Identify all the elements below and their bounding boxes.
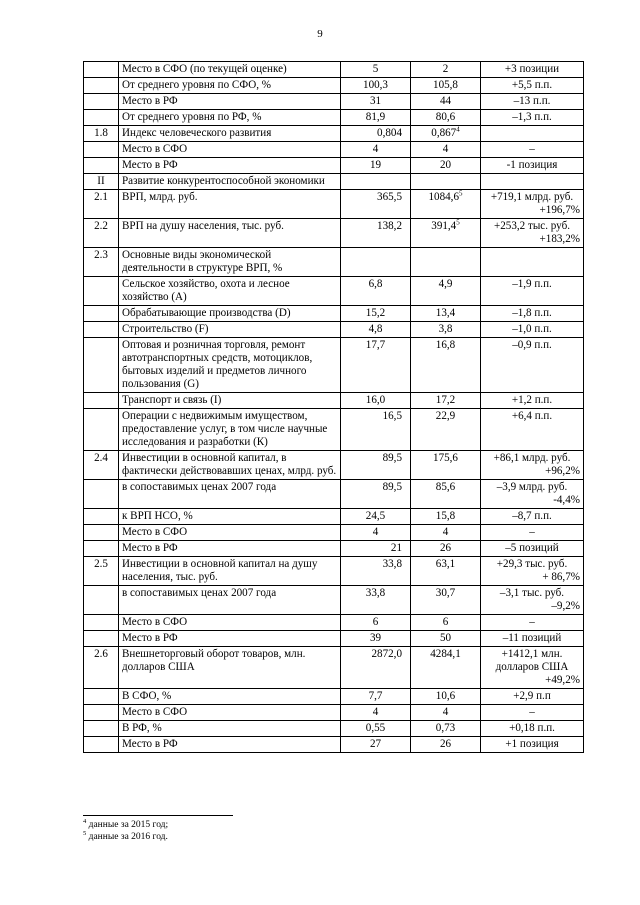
value-current: [411, 557, 481, 586]
table-row: [84, 393, 584, 409]
change-value-line: –: [529, 616, 535, 628]
value-current: [411, 322, 481, 338]
value-current: [411, 631, 481, 647]
table-row: [84, 557, 584, 586]
value-current-text: 13,4: [435, 307, 456, 319]
change-value: [481, 219, 584, 248]
change-value-line: +253,2 тыс. руб.: [494, 220, 570, 232]
value-current: [411, 277, 481, 306]
value-base: 17,7: [341, 338, 411, 393]
indicator-name: Внешнеторговый оборот товаров, млн. долларов США: [119, 647, 341, 689]
value-current: [411, 737, 481, 753]
change-value: [481, 409, 584, 451]
row-number: [84, 393, 119, 409]
value-base: 4,8: [341, 322, 411, 338]
value-current: [411, 126, 481, 142]
value-current-text: 105,8: [433, 79, 458, 91]
value-current: [411, 94, 481, 110]
change-value: [481, 190, 584, 219]
indicator-name: Сельское хозяйство, охота и лесное хозяйство (А): [119, 277, 341, 306]
indicator-name: От среднего уровня по РФ, %: [119, 110, 341, 126]
value-current: [411, 174, 481, 190]
change-value-line: –1,8 п.п.: [512, 307, 552, 319]
page-number: 9: [317, 28, 323, 40]
row-number: [84, 306, 119, 322]
row-number: 2.6: [84, 647, 119, 689]
value-current: [411, 451, 481, 480]
value-current: [411, 110, 481, 126]
change-value: [481, 737, 584, 753]
change-value: [481, 586, 584, 615]
footnote-marker: 4: [456, 125, 460, 134]
value-current: [411, 158, 481, 174]
value-current-text: 63,1: [435, 558, 456, 570]
value-base: 0,55: [341, 721, 411, 737]
change-value: [481, 142, 584, 158]
change-value: [481, 248, 584, 277]
value-current: [411, 705, 481, 721]
change-value-line: –1,3 п.п.: [512, 111, 552, 123]
value-current-text: 4: [442, 706, 449, 718]
value-base: 4: [341, 705, 411, 721]
change-value-line: –5 позиций: [505, 542, 559, 554]
row-number: [84, 737, 119, 753]
row-number: [84, 142, 119, 158]
change-percent-line: +196,7%: [539, 204, 580, 216]
indicator-name: ВРП на душу населения, тыс. руб.: [119, 219, 341, 248]
table-row: [84, 409, 584, 451]
footnote-mark: 4: [83, 817, 87, 825]
indicator-name: Место в СФО: [119, 705, 341, 721]
change-value: [481, 126, 584, 142]
indicator-name: в сопоставимых ценах 2007 года: [119, 480, 341, 509]
value-base: 2872,0: [341, 647, 411, 689]
value-base: [341, 248, 411, 277]
change-percent-line: +183,2%: [539, 233, 580, 245]
indicator-name: В РФ, %: [119, 721, 341, 737]
indicator-name: Транспорт и связь (I): [119, 393, 341, 409]
row-number: [84, 322, 119, 338]
row-number: II: [84, 174, 119, 190]
indicator-name: Место в РФ: [119, 94, 341, 110]
table-row: [84, 322, 584, 338]
value-current-text: 20: [439, 159, 452, 171]
change-value-line: +29,3 тыс. руб.: [496, 558, 568, 570]
value-base: 4: [341, 525, 411, 541]
indicator-name: Инвестиции в основной капитал, в фактически действовавших ценах, млрд. руб.: [119, 451, 341, 480]
table-row: [84, 631, 584, 647]
row-number: [84, 631, 119, 647]
value-current: [411, 525, 481, 541]
change-value: [481, 541, 584, 557]
value-base: 0,804: [341, 126, 411, 142]
value-base: 16,5: [341, 409, 411, 451]
row-number: 2.1: [84, 190, 119, 219]
value-base: 100,3: [341, 78, 411, 94]
change-value-line: –: [529, 706, 535, 718]
value-current: [411, 190, 481, 219]
change-percent-line: –9,2%: [551, 600, 580, 612]
change-value-line: +3 позиции: [504, 63, 560, 75]
table-row: [84, 615, 584, 631]
row-number: [84, 158, 119, 174]
indicator-name: Место в РФ: [119, 737, 341, 753]
value-base: 89,5: [341, 451, 411, 480]
table-row: [84, 480, 584, 509]
value-base: 6: [341, 615, 411, 631]
change-value: [481, 94, 584, 110]
footnote: [83, 817, 169, 832]
change-value-line: –8,7 п.п.: [512, 510, 552, 522]
indicator-name: в сопоставимых ценах 2007 года: [119, 586, 341, 615]
change-value-line: –11 позиций: [502, 632, 562, 644]
value-base: 4: [341, 142, 411, 158]
change-value-line: –0,9 п.п.: [512, 339, 552, 351]
change-value-line: +6,4 п.п.: [511, 410, 553, 422]
change-value-line: -1 позиция: [506, 159, 558, 171]
indicator-name: Место в РФ: [119, 158, 341, 174]
change-value: [481, 721, 584, 737]
value-current-text: 0,867: [431, 127, 457, 139]
footnote-mark: 5: [83, 829, 87, 837]
row-number: [84, 689, 119, 705]
indicator-name: Место в СФО: [119, 615, 341, 631]
value-current: [411, 480, 481, 509]
value-current: [411, 219, 481, 248]
row-number: [84, 541, 119, 557]
change-value-line: +0,18 п.п.: [509, 722, 555, 734]
row-number: 2.3: [84, 248, 119, 277]
indicator-name: В СФО, %: [119, 689, 341, 705]
indicator-name: Оптовая и розничная торговля, ремонт автотранспортных средств, мотоциклов, бытовых изделий и предметов личного пользования (G): [119, 338, 341, 393]
change-value-line: +5,5 п.п.: [511, 79, 553, 91]
change-value: [481, 62, 584, 78]
value-current: [411, 306, 481, 322]
change-value: [481, 705, 584, 721]
footnote-marker: 5: [456, 218, 460, 227]
value-current: [411, 689, 481, 705]
value-base: [341, 174, 411, 190]
change-value: [481, 306, 584, 322]
table-row: [84, 62, 584, 78]
row-number: [84, 94, 119, 110]
table-row: [84, 126, 584, 142]
value-current: [411, 142, 481, 158]
indicator-name: Индекс человеческого развития: [119, 126, 341, 142]
table-row: [84, 525, 584, 541]
table-row: [84, 451, 584, 480]
value-current-text: 10,6: [435, 690, 456, 702]
value-current-text: 391,4: [431, 220, 457, 232]
change-value-line: –: [529, 143, 535, 155]
change-value: [481, 557, 584, 586]
change-value-line: +1 позиция: [505, 738, 559, 750]
change-value: [481, 110, 584, 126]
indicator-name: ВРП, млрд. руб.: [119, 190, 341, 219]
table-row: [84, 142, 584, 158]
footnote-separator: [83, 815, 233, 816]
change-value: [481, 393, 584, 409]
table-row: [84, 721, 584, 737]
value-base: 7,7: [341, 689, 411, 705]
value-current: [411, 541, 481, 557]
row-number: 1.8: [84, 126, 119, 142]
indicator-name: Место в РФ: [119, 631, 341, 647]
change-value-line: –1,9 п.п.: [512, 278, 552, 290]
value-current-text: 80,6: [435, 111, 456, 123]
change-value: [481, 631, 584, 647]
indicator-name: Место в СФО (по текущей оценке): [119, 62, 341, 78]
value-current-text: 22,9: [435, 410, 456, 422]
value-base: 27: [341, 737, 411, 753]
change-value-line: +1,2 п.п.: [511, 394, 553, 406]
indicator-name: От среднего уровня по СФО, %: [119, 78, 341, 94]
value-current-text: 26: [439, 542, 452, 554]
change-value: [481, 689, 584, 705]
row-number: [84, 409, 119, 451]
table-row: [84, 78, 584, 94]
table-row: [84, 586, 584, 615]
change-value: [481, 338, 584, 393]
value-base: 81,9: [341, 110, 411, 126]
change-value: [481, 322, 584, 338]
value-base: 21: [341, 541, 411, 557]
row-number: 2.5: [84, 557, 119, 586]
indicator-name: Основные виды экономической деятельности в структуре ВРП, %: [119, 248, 341, 277]
value-current-text: 6: [442, 616, 449, 628]
change-value: [481, 615, 584, 631]
change-value: [481, 158, 584, 174]
change-value: [481, 451, 584, 480]
value-current-text: 26: [439, 738, 452, 750]
row-number: [84, 721, 119, 737]
value-base: 33,8: [341, 557, 411, 586]
indicator-name: Обрабатывающие производства (D): [119, 306, 341, 322]
table-row: [84, 737, 584, 753]
table-row: [84, 509, 584, 525]
value-base: 16,0: [341, 393, 411, 409]
table-row: [84, 190, 584, 219]
value-current-text: 30,7: [435, 587, 456, 599]
change-value-line: –: [529, 526, 535, 538]
row-number: [84, 480, 119, 509]
indicators-table: [83, 61, 584, 753]
change-value-line: +86,1 млрд. руб.: [493, 452, 571, 464]
row-number: [84, 78, 119, 94]
row-number: [84, 525, 119, 541]
value-base: 365,5: [341, 190, 411, 219]
value-current: [411, 78, 481, 94]
value-base: 15,2: [341, 306, 411, 322]
indicator-name: Место в РФ: [119, 541, 341, 557]
value-current-text: 85,6: [435, 481, 456, 493]
indicator-name: к ВРП НСО, %: [119, 509, 341, 525]
value-current-text: 16,8: [435, 339, 456, 351]
table-row: [84, 219, 584, 248]
value-current: [411, 393, 481, 409]
value-current-text: 17,2: [435, 394, 456, 406]
change-value-line: +719,1 млрд. руб.: [490, 191, 574, 203]
row-number: [84, 277, 119, 306]
table-row: [84, 541, 584, 557]
value-current-text: 4: [442, 526, 449, 538]
footnote-marker: 5: [459, 189, 463, 198]
value-current: [411, 721, 481, 737]
indicator-name: Место в СФО: [119, 142, 341, 158]
value-current-text: 44: [439, 95, 452, 107]
value-current: [411, 62, 481, 78]
change-value: [481, 174, 584, 190]
change-value-line: +1412,1 млн. долларов США: [495, 648, 569, 673]
row-number: [84, 615, 119, 631]
change-value: [481, 509, 584, 525]
value-current: [411, 248, 481, 277]
value-current-text: 175,6: [433, 452, 458, 464]
table-row: [84, 277, 584, 306]
change-value-line: +2,9 п.п: [513, 690, 551, 702]
row-number: [84, 586, 119, 615]
footnotes: [83, 817, 169, 843]
change-value: [481, 480, 584, 509]
value-current-text: 2: [442, 63, 449, 75]
indicator-name: Развитие конкурентоспособной экономики: [119, 174, 341, 190]
value-current-text: 4: [442, 143, 449, 155]
footnote-text: данные за 2015 год;: [86, 820, 169, 830]
value-current: [411, 647, 481, 689]
change-value-line: –3,1 тыс. руб.: [499, 587, 565, 599]
table-row: [84, 110, 584, 126]
change-value: [481, 78, 584, 94]
row-number: 2.2: [84, 219, 119, 248]
value-base: 31: [341, 94, 411, 110]
indicator-name: Инвестиции в основной капитал на душу населения, тыс. руб.: [119, 557, 341, 586]
value-base: 39: [341, 631, 411, 647]
change-value: [481, 277, 584, 306]
change-percent-line: +96,2%: [545, 465, 580, 477]
value-current: [411, 338, 481, 393]
value-current-text: 4284,1: [430, 648, 461, 660]
value-current: [411, 586, 481, 615]
table-row: [84, 705, 584, 721]
table-row: [84, 338, 584, 393]
change-percent-line: + 86,7%: [542, 571, 580, 583]
change-percent-line: +49,2%: [545, 674, 580, 686]
row-number: 2.4: [84, 451, 119, 480]
change-value: [481, 647, 584, 689]
row-number: [84, 705, 119, 721]
value-base: 19: [341, 158, 411, 174]
footnote-text: данные за 2016 год.: [86, 831, 168, 842]
change-value-line: –13 п.п.: [513, 95, 551, 107]
change-percent-line: -4,4%: [553, 494, 580, 506]
row-number: [84, 110, 119, 126]
table-row: [84, 158, 584, 174]
table-row: [84, 647, 584, 689]
change-value-line: –3,9 млрд. руб.: [496, 481, 568, 493]
value-base: 5: [341, 62, 411, 78]
change-value: [481, 525, 584, 541]
footnote: [83, 829, 168, 844]
row-number: [84, 338, 119, 393]
row-number: [84, 62, 119, 78]
change-value-line: –1,0 п.п.: [512, 323, 552, 335]
value-base: 138,2: [341, 219, 411, 248]
value-current-text: 4,9: [438, 278, 453, 290]
value-current-text: 15,8: [435, 510, 456, 522]
table-row: [84, 174, 584, 190]
table-row: [84, 94, 584, 110]
value-base: 6,8: [341, 277, 411, 306]
indicator-name: Место в СФО: [119, 525, 341, 541]
value-base: 24,5: [341, 509, 411, 525]
value-current-text: 3,8: [438, 323, 453, 335]
indicator-name: Операции с недвижимым имуществом, предоставление услуг, в том числе научные исследования и разработки (К): [119, 409, 341, 451]
table-row: [84, 306, 584, 322]
value-current: [411, 409, 481, 451]
table-row: [84, 248, 584, 277]
value-current-text: 1084,6: [428, 191, 459, 203]
value-current: [411, 615, 481, 631]
row-number: [84, 509, 119, 525]
value-current-text: 0,73: [435, 722, 456, 734]
value-current: [411, 509, 481, 525]
value-base: 89,5: [341, 480, 411, 509]
value-base: 33,8: [341, 586, 411, 615]
value-current-text: 50: [439, 632, 452, 644]
table-row: [84, 689, 584, 705]
indicator-name: Строительство (F): [119, 322, 341, 338]
